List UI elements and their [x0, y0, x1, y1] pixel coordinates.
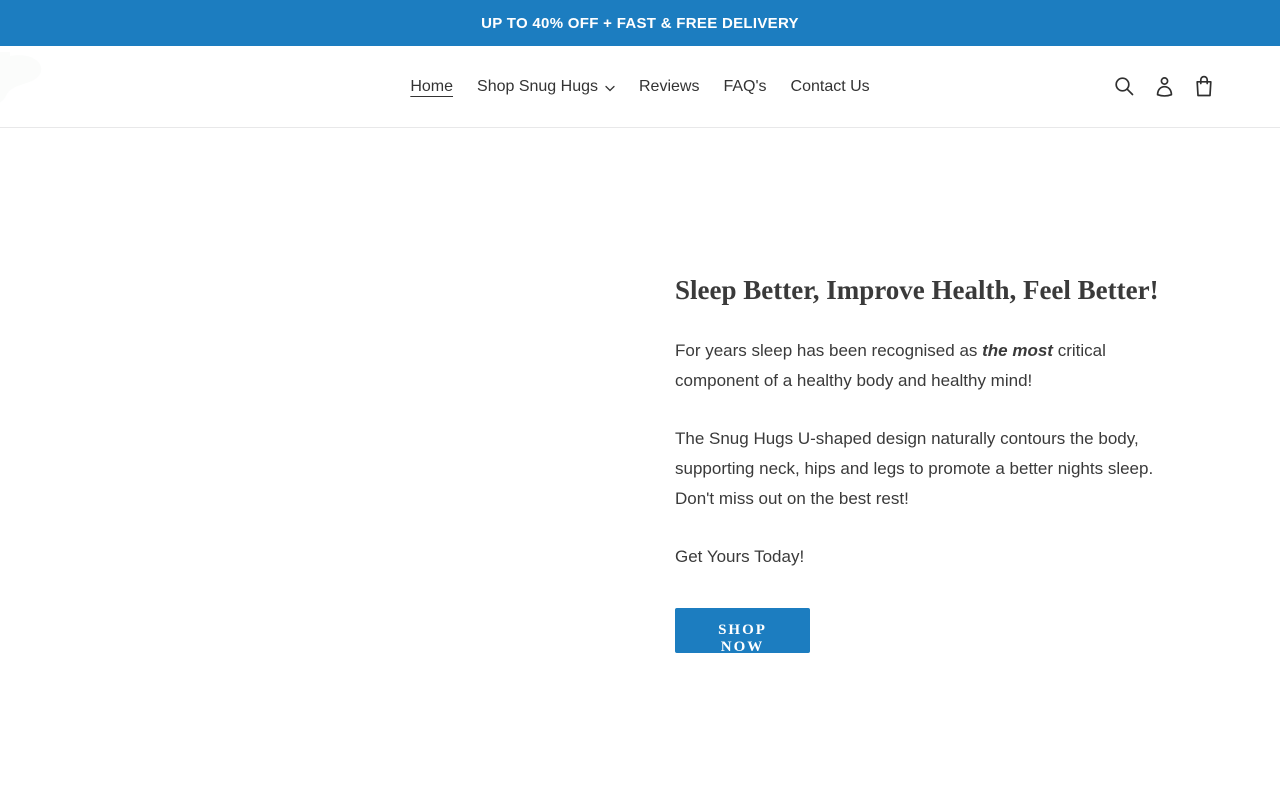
nav-item-reviews[interactable]: [627, 70, 711, 104]
nav-item-home-label: Home: [410, 77, 454, 95]
hero-paragraph-3: Get Yours Today!: [675, 546, 805, 566]
announcement-bar: [0, 0, 1280, 46]
hero-paragraph-1-emphasis: the most: [982, 340, 1053, 360]
nav-item-reviews-label: Reviews: [639, 77, 700, 95]
nav-item-shop-snug-hugs[interactable]: [465, 70, 627, 104]
search-button[interactable]: [1104, 67, 1144, 107]
header-icons: [1104, 46, 1224, 127]
nav-item-shop-label: Shop Snug Hugs: [477, 77, 598, 95]
main-nav: [0, 46, 1280, 127]
hero-paragraph-1: [675, 336, 1185, 396]
nav-item-faqs-label: FAQ's: [723, 77, 767, 95]
nav-item-contact-label: Contact Us: [790, 77, 870, 95]
nav-item-contact-us[interactable]: [779, 70, 882, 104]
cart-button[interactable]: [1184, 67, 1224, 107]
hero-paragraph-1-suffix: critical component of a healthy body and healthy mind!: [675, 340, 1106, 390]
shop-now-button[interactable]: SHOP NOW: [675, 608, 810, 653]
hero-section: [0, 128, 1280, 799]
hero-title: Sleep Better, Improve Health, Feel Better!: [675, 274, 1159, 305]
hero-text-column: [640, 128, 1280, 799]
site-header: [0, 46, 1280, 128]
announcement-text: UP TO 40% OFF + FAST & FREE DELIVERY: [481, 14, 799, 32]
account-icon: [1154, 76, 1175, 98]
login-button[interactable]: [1144, 67, 1184, 107]
hero-paragraph-1-prefix: For years sleep has been recognised as: [675, 340, 983, 360]
hero-image: [0, 128, 640, 799]
search-icon: [1114, 76, 1135, 97]
nav-item-faqs[interactable]: [711, 70, 778, 104]
chevron-down-icon: [605, 85, 615, 92]
cart-icon: [1194, 75, 1214, 98]
nav-item-home[interactable]: [398, 70, 465, 104]
hero-paragraph-2: The Snug Hugs U-shaped design naturally contours the body, supporting neck, hips and legs to promote a better nights sleep. Don't miss out on the best rest!: [675, 428, 1154, 508]
